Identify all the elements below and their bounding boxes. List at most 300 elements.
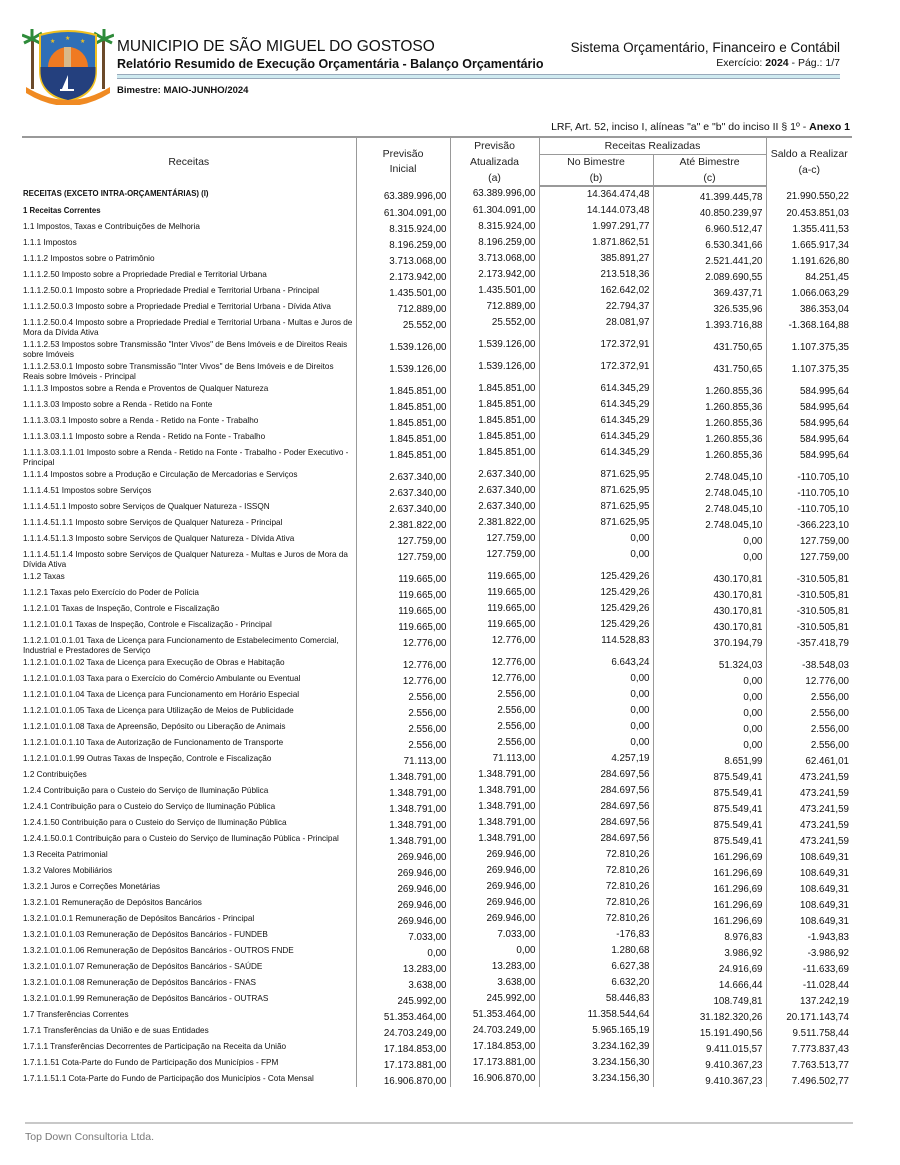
header-previsao-inicial-line2: Inicial: [389, 163, 417, 175]
header-divider: [117, 74, 840, 79]
annex-label: Anexo 1: [809, 121, 850, 133]
previsao-atualizada-cell: 1.845.851,00: [450, 429, 539, 445]
saldo-cell: -310.505,81: [796, 606, 849, 617]
previsao-inicial-cell: 17.173.881,00: [356, 1055, 450, 1071]
table-row: [22, 655, 852, 671]
receita-label-cell: 1.1.2.1.01.0.1.99 Outras Taxas de Inspeção, Controle e Fiscalização: [22, 751, 356, 767]
no-bimestre-cell: 125.429,26: [539, 601, 653, 617]
no-bimestre-cell: 871.625,95: [539, 515, 653, 531]
ate-bimestre-cell: 875.549,41: [653, 815, 766, 831]
previsao-atualizada-cell: 127.759,00: [450, 531, 539, 547]
previsao-inicial-cell: 2.637.340,00: [356, 499, 450, 515]
saldo-cell: 1.107.375,35: [791, 342, 849, 353]
previsao-atualizada-cell: 71.113,00: [450, 751, 539, 767]
table-row: [22, 499, 852, 515]
previsao-atualizada-cell: 8.315.924,00: [450, 219, 539, 235]
no-bimestre-cell: 172.372,91: [539, 337, 653, 359]
saldo-cell: 473.241,59: [799, 820, 849, 831]
previsao-atualizada-cell: 12.776,00: [450, 655, 539, 671]
previsao-atualizada-cell: 8.196.259,00: [450, 235, 539, 251]
previsao-inicial-cell: 2.556,00: [356, 719, 450, 735]
receita-label-cell: 1.1.1.4.51.1.1 Imposto sobre Serviços de Qualquer Natureza - Principal: [22, 515, 356, 531]
page-indicator: - Pág.: 1/7: [791, 57, 840, 69]
receita-label-cell: 1.2.4.1 Contribuição para o Custeio do Serviço de Iluminação Pública: [22, 799, 356, 815]
receita-label-cell: 1.7.1.1.51 Cota-Parte do Fundo de Participação dos Municípios - FPM: [22, 1055, 356, 1071]
header-previsao-inicial: [356, 137, 450, 186]
previsao-inicial-cell: 12.776,00: [356, 671, 450, 687]
previsao-inicial-cell: 1.845.851,00: [356, 413, 450, 429]
previsao-atualizada-cell: 119.665,00: [450, 601, 539, 617]
previsao-atualizada-cell: 119.665,00: [450, 617, 539, 633]
previsao-atualizada-cell: 0,00: [450, 943, 539, 959]
ate-bimestre-cell: 370.194,79: [653, 633, 766, 655]
no-bimestre-cell: 6.627,38: [539, 959, 653, 975]
no-bimestre-cell: 6.643,24: [539, 655, 653, 671]
previsao-inicial-cell: 245.992,00: [356, 991, 450, 1007]
saldo-cell: 84.251,45: [805, 272, 849, 283]
table-row: [22, 1007, 852, 1023]
saldo-cell: 584.995,64: [799, 402, 849, 413]
ate-bimestre-cell: 2.748.045,10: [653, 467, 766, 483]
saldo-cell: -3.986,92: [807, 948, 849, 959]
table-row: [22, 429, 852, 445]
previsao-inicial-cell: 119.665,00: [356, 617, 450, 633]
receita-label-cell: 1.1.1.2.50.0.3 Imposto sobre a Propriedade Predial e Territorial Urbana - Dívida Ativa: [22, 299, 356, 315]
table-row: [22, 943, 852, 959]
previsao-atualizada-cell: 1.845.851,00: [450, 381, 539, 397]
receita-label-cell: 1.1.1.3.03.1.1 Imposto sobre a Renda - Retido na Fonte - Trabalho: [22, 429, 356, 445]
municipality-name: MUNICIPIO DE SÃO MIGUEL DO GOSTOSO: [117, 38, 435, 55]
header-previsao-inicial-line1: Previsão: [382, 148, 424, 160]
receita-label-cell: 1.1.1.3.03 Imposto sobre a Renda - Retido na Fonte: [22, 397, 356, 413]
ate-bimestre-cell: 31.182.320,26: [653, 1007, 766, 1023]
receita-label-cell: 1.1.2.1.01.0.1.05 Taxa de Licença para Utilização de Meios de Publicidade: [22, 703, 356, 719]
receita-label-cell: 1.3.2.1.01 Remuneração de Depósitos Bancários: [22, 895, 356, 911]
footer-divider: [25, 1122, 853, 1124]
saldo-cell: 2.556,00: [810, 692, 849, 703]
previsao-atualizada-cell: 2.637.340,00: [450, 467, 539, 483]
ate-bimestre-cell: 0,00: [653, 687, 766, 703]
no-bimestre-cell: 213.518,36: [539, 267, 653, 283]
table-row: [22, 895, 852, 911]
saldo-cell: -110.705,10: [797, 488, 849, 499]
no-bimestre-cell: 6.632,20: [539, 975, 653, 991]
table-row: [22, 515, 852, 531]
no-bimestre-cell: 162.642,02: [539, 283, 653, 299]
receita-label-cell: 1.7.1.1.51.1 Cota-Parte do Fundo de Participação dos Municípios - Cota Mensal: [22, 1071, 356, 1087]
previsao-atualizada-cell: 7.033,00: [450, 927, 539, 943]
no-bimestre-cell: 14.144.073,48: [539, 203, 653, 219]
receita-label-cell: 1.1.1.2 Impostos sobre o Patrimônio: [22, 251, 356, 267]
previsao-atualizada-cell: 25.552,00: [450, 315, 539, 337]
no-bimestre-cell: 3.234.156,30: [539, 1055, 653, 1071]
ate-bimestre-cell: 161.296,69: [653, 895, 766, 911]
previsao-atualizada-cell: 12.776,00: [450, 633, 539, 655]
previsao-atualizada-cell: 2.556,00: [450, 703, 539, 719]
saldo-cell: 20.453.851,03: [786, 208, 849, 219]
saldo-cell: 473.241,59: [799, 836, 849, 847]
receita-label-cell: 1.1.1.2.50 Imposto sobre a Propriedade Predial e Territorial Urbana: [22, 267, 356, 283]
previsao-atualizada-cell: 3.638,00: [450, 975, 539, 991]
previsao-atualizada-cell: 119.665,00: [450, 569, 539, 585]
ate-bimestre-cell: 6.530.341,66: [653, 235, 766, 251]
no-bimestre-cell: 125.429,26: [539, 569, 653, 585]
saldo-cell: 2.556,00: [810, 708, 849, 719]
table-row: [22, 251, 852, 267]
no-bimestre-cell: 22.794,37: [539, 299, 653, 315]
table-body: [22, 186, 852, 1087]
table-row: [22, 911, 852, 927]
table-row: [22, 1055, 852, 1071]
table-row: [22, 879, 852, 895]
ate-bimestre-cell: 8.976,83: [653, 927, 766, 943]
previsao-atualizada-cell: 1.845.851,00: [450, 397, 539, 413]
ate-bimestre-cell: 41.399.445,78: [653, 186, 766, 203]
table-row: [22, 735, 852, 751]
no-bimestre-cell: 125.429,26: [539, 617, 653, 633]
previsao-atualizada-cell: 1.845.851,00: [450, 413, 539, 429]
receita-label-cell: 1.3.2.1.01.0.1.07 Remuneração de Depósitos Bancários - SAÚDE: [22, 959, 356, 975]
previsao-inicial-cell: 127.759,00: [356, 547, 450, 569]
previsao-inicial-cell: 12.776,00: [356, 655, 450, 671]
previsao-atualizada-cell: 245.992,00: [450, 991, 539, 1007]
previsao-atualizada-cell: 24.703.249,00: [450, 1023, 539, 1039]
table-row: [22, 299, 852, 315]
no-bimestre-cell: 284.697,56: [539, 783, 653, 799]
ate-bimestre-cell: 6.960.512,47: [653, 219, 766, 235]
previsao-inicial-cell: 7.033,00: [356, 927, 450, 943]
previsao-inicial-cell: 12.776,00: [356, 633, 450, 655]
saldo-cell: 137.242,19: [799, 996, 849, 1007]
table-row: [22, 1071, 852, 1087]
no-bimestre-cell: 4.257,19: [539, 751, 653, 767]
table-row: [22, 445, 852, 467]
no-bimestre-cell: 58.446,83: [539, 991, 653, 1007]
no-bimestre-cell: 0,00: [539, 671, 653, 687]
ate-bimestre-cell: 0,00: [653, 703, 766, 719]
receita-label-cell: 1.1.1.4.51.1.4 Imposto sobre Serviços de Qualquer Natureza - Multas e Juros de Mora da Dívida Ativa: [22, 547, 356, 569]
receita-label-cell: 1.1.2.1.01.0.1.04 Taxa de Licença para Funcionamento em Horário Especial: [22, 687, 356, 703]
no-bimestre-cell: 72.810,26: [539, 879, 653, 895]
saldo-cell: 2.556,00: [810, 724, 849, 735]
table-row: [22, 783, 852, 799]
saldo-cell: 1.107.375,35: [791, 364, 849, 375]
receita-label-cell: 1.2 Contribuições: [22, 767, 356, 783]
header-receitas-realizadas: Receitas Realizadas: [539, 137, 766, 154]
receita-label-cell: 1.1.2.1.01.0.1.01 Taxa de Licença para Funcionamento de Estabelecimento Comercial, Industrial e Prestadores de Serviço: [22, 633, 356, 655]
saldo-cell: 1.665.917,34: [791, 240, 849, 251]
header-saldo-line2: (a-c): [798, 164, 821, 176]
saldo-cell: -110.705,10: [797, 504, 849, 515]
table-row: [22, 927, 852, 943]
ate-bimestre-cell: 1.260.855,36: [653, 413, 766, 429]
no-bimestre-cell: 284.697,56: [539, 815, 653, 831]
table-row: [22, 267, 852, 283]
previsao-atualizada-cell: 63.389.996,00: [450, 186, 539, 203]
saldo-cell: 127.759,00: [799, 536, 849, 547]
svg-text:★: ★: [65, 36, 71, 42]
receita-label-cell: 1.1.2.1.01.0.1.03 Taxa para o Exercício do Comércio Ambulante ou Eventual: [22, 671, 356, 687]
saldo-cell: -38.548,03: [802, 660, 849, 671]
receita-label-cell: 1.1.1.4.51 Impostos sobre Serviços: [22, 483, 356, 499]
ate-bimestre-cell: 3.986,92: [653, 943, 766, 959]
receita-label-cell: 1.2.4.1.50.0.1 Contribuição para o Custeio do Serviço de Iluminação Pública - Principal: [22, 831, 356, 847]
no-bimestre-cell: 614.345,29: [539, 429, 653, 445]
previsao-inicial-cell: 2.637.340,00: [356, 483, 450, 499]
previsao-atualizada-cell: 269.946,00: [450, 879, 539, 895]
no-bimestre-cell: 0,00: [539, 719, 653, 735]
saldo-cell: -1.368.164,88: [788, 320, 849, 331]
no-bimestre-cell: 284.697,56: [539, 831, 653, 847]
table-row: [22, 186, 852, 203]
receita-label-cell: 1.3.2 Valores Mobiliários: [22, 863, 356, 879]
ate-bimestre-cell: 161.296,69: [653, 911, 766, 927]
saldo-cell: 473.241,59: [799, 804, 849, 815]
previsao-inicial-cell: 2.381.822,00: [356, 515, 450, 531]
receita-label-cell: 1.1.1.3 Impostos sobre a Renda e Proventos de Qualquer Natureza: [22, 381, 356, 397]
ate-bimestre-cell: 161.296,69: [653, 879, 766, 895]
previsao-inicial-cell: 269.946,00: [356, 879, 450, 895]
saldo-cell: 108.649,31: [799, 852, 849, 863]
previsao-inicial-cell: 8.315.924,00: [356, 219, 450, 235]
table-row: [22, 959, 852, 975]
table-row: [22, 991, 852, 1007]
saldo-cell: -1.943,83: [807, 932, 849, 943]
ate-bimestre-cell: 161.296,69: [653, 847, 766, 863]
ate-bimestre-cell: 2.748.045,10: [653, 483, 766, 499]
previsao-atualizada-cell: 1.435.501,00: [450, 283, 539, 299]
previsao-inicial-cell: 1.348.791,00: [356, 783, 450, 799]
receita-label-cell: 1.2.4.1.50 Contribuição para o Custeio do Serviço de Iluminação Pública: [22, 815, 356, 831]
previsao-inicial-cell: 269.946,00: [356, 863, 450, 879]
header-no-bimestre-code: (b): [539, 170, 653, 186]
previsao-inicial-cell: 2.556,00: [356, 703, 450, 719]
table-row: [22, 815, 852, 831]
previsao-atualizada-cell: 2.637.340,00: [450, 483, 539, 499]
saldo-cell: 584.995,64: [799, 386, 849, 397]
previsao-atualizada-cell: 17.184.853,00: [450, 1039, 539, 1055]
ate-bimestre-cell: 2.748.045,10: [653, 499, 766, 515]
no-bimestre-cell: 614.345,29: [539, 397, 653, 413]
no-bimestre-cell: 28.081,97: [539, 315, 653, 337]
no-bimestre-cell: 72.810,26: [539, 911, 653, 927]
table-row: [22, 483, 852, 499]
ate-bimestre-cell: 2.748.045,10: [653, 515, 766, 531]
previsao-inicial-cell: 1.435.501,00: [356, 283, 450, 299]
previsao-inicial-cell: 3.638,00: [356, 975, 450, 991]
no-bimestre-cell: -176,83: [539, 927, 653, 943]
ate-bimestre-cell: 15.191.490,56: [653, 1023, 766, 1039]
table-row: [22, 315, 852, 337]
ate-bimestre-cell: 2.521.441,20: [653, 251, 766, 267]
receita-label-cell: 1.3.2.1.01.0.1.06 Remuneração de Depósitos Bancários - OUTROS FNDE: [22, 943, 356, 959]
previsao-atualizada-cell: 1.348.791,00: [450, 831, 539, 847]
ate-bimestre-cell: 875.549,41: [653, 831, 766, 847]
receita-label-cell: 1.1.1.2.50.0.4 Imposto sobre a Propriedade Predial e Territorial Urbana - Multas e Juros de Mora da Dívida Ativa: [22, 315, 356, 337]
receita-label-cell: 1.1.1.2.50.0.1 Imposto sobre a Propriedade Predial e Territorial Urbana - Principal: [22, 283, 356, 299]
no-bimestre-cell: 0,00: [539, 703, 653, 719]
previsao-atualizada-cell: 3.713.068,00: [450, 251, 539, 267]
ate-bimestre-cell: 1.260.855,36: [653, 445, 766, 467]
table-row: [22, 467, 852, 483]
table-row: [22, 381, 852, 397]
receita-label-cell: 1.1.2.1 Taxas pelo Exercício do Poder de Polícia: [22, 585, 356, 601]
table-row: [22, 863, 852, 879]
no-bimestre-cell: 871.625,95: [539, 499, 653, 515]
ate-bimestre-cell: 875.549,41: [653, 783, 766, 799]
table-row: [22, 799, 852, 815]
previsao-atualizada-cell: 13.283,00: [450, 959, 539, 975]
header-ate-bimestre: Até Bimestre: [653, 154, 766, 170]
saldo-cell: 9.511.758,44: [792, 1028, 849, 1039]
no-bimestre-cell: 0,00: [539, 547, 653, 569]
previsao-inicial-cell: 119.665,00: [356, 585, 450, 601]
previsao-inicial-cell: 1.348.791,00: [356, 815, 450, 831]
exercise-year: 2024: [765, 57, 789, 69]
previsao-inicial-cell: 119.665,00: [356, 601, 450, 617]
no-bimestre-cell: 72.810,26: [539, 895, 653, 911]
saldo-cell: 7.773.837,43: [791, 1044, 849, 1055]
previsao-atualizada-cell: 2.556,00: [450, 719, 539, 735]
saldo-cell: 584.995,64: [799, 450, 849, 461]
saldo-cell: 473.241,59: [799, 788, 849, 799]
previsao-atualizada-cell: 1.845.851,00: [450, 445, 539, 467]
no-bimestre-cell: 284.697,56: [539, 767, 653, 783]
receita-label-cell: 1.1.1.2.53.0.1 Imposto sobre Transmissão "Inter Vivos" de Bens Imóveis e de Direitos Reais sobre Imóveis - Principal: [22, 359, 356, 381]
previsao-inicial-cell: 1.539.126,00: [356, 359, 450, 381]
previsao-inicial-cell: 71.113,00: [356, 751, 450, 767]
table-row: [22, 767, 852, 783]
shield-icon: [40, 31, 96, 101]
receita-label-cell: 1.1.1.4 Impostos sobre a Produção e Circulação de Mercadorias e Serviços: [22, 467, 356, 483]
svg-text:★: ★: [50, 39, 56, 45]
no-bimestre-cell: 284.697,56: [539, 799, 653, 815]
receita-label-cell: 1.1.1.4.51.1 Imposto sobre Serviços de Qualquer Natureza - ISSQN: [22, 499, 356, 515]
no-bimestre-cell: 72.810,26: [539, 863, 653, 879]
ate-bimestre-cell: 14.666,44: [653, 975, 766, 991]
previsao-inicial-cell: 712.889,00: [356, 299, 450, 315]
svg-text:★: ★: [80, 39, 86, 45]
municipality-coat-of-arms-logo: [22, 27, 114, 105]
saldo-cell: 386.353,04: [799, 304, 849, 315]
header-receitas: Receitas: [22, 137, 356, 186]
ate-bimestre-cell: 0,00: [653, 531, 766, 547]
ate-bimestre-cell: 430.170,81: [653, 617, 766, 633]
table-row: [22, 1039, 852, 1055]
receita-label-cell: 1.1.2.1.01.0.1.02 Taxa de Licença para Execução de Obras e Habitação: [22, 655, 356, 671]
receita-label-cell: 1.1.2.1.01.0.1 Taxas de Inspeção, Controle e Fiscalização - Principal: [22, 617, 356, 633]
table-row: [22, 397, 852, 413]
previsao-inicial-cell: 1.539.126,00: [356, 337, 450, 359]
ate-bimestre-cell: 1.393.716,88: [653, 315, 766, 337]
header-previsao-atualizada-line2: Atualizada: [469, 156, 520, 168]
receita-label-cell: 1.1.1.2.53 Impostos sobre Transmissão "Inter Vivos" de Bens Imóveis e de Direitos Reais sobre Imóveis: [22, 337, 356, 359]
ate-bimestre-cell: 0,00: [653, 547, 766, 569]
no-bimestre-cell: 614.345,29: [539, 381, 653, 397]
previsao-inicial-cell: 1.845.851,00: [356, 445, 450, 467]
ate-bimestre-cell: 369.437,71: [653, 283, 766, 299]
previsao-atualizada-cell: 61.304.091,00: [450, 203, 539, 219]
saldo-cell: 108.649,31: [799, 916, 849, 927]
exercise-label: Exercício:: [716, 57, 763, 69]
table-row: [22, 601, 852, 617]
receita-label-cell: RECEITAS (EXCETO INTRA-ORÇAMENTÁRIAS) (I): [22, 186, 356, 203]
table-row: [22, 831, 852, 847]
no-bimestre-cell: 114.528,83: [539, 633, 653, 655]
previsao-atualizada-cell: 16.906.870,00: [450, 1071, 539, 1087]
table-row: [22, 219, 852, 235]
previsao-atualizada-cell: 127.759,00: [450, 547, 539, 569]
no-bimestre-cell: 1.997.291,77: [539, 219, 653, 235]
receita-label-cell: 1.3.2.1.01.0.1.03 Remuneração de Depósitos Bancários - FUNDEB: [22, 927, 356, 943]
receita-label-cell: 1.7.1.1 Transferências Decorrentes de Participação na Receita da União: [22, 1039, 356, 1055]
previsao-inicial-cell: 269.946,00: [356, 847, 450, 863]
table-row: [22, 547, 852, 569]
table-row: [22, 719, 852, 735]
saldo-cell: -110.705,10: [797, 472, 849, 483]
previsao-inicial-cell: 119.665,00: [356, 569, 450, 585]
saldo-cell: -357.418,79: [796, 638, 849, 649]
previsao-inicial-cell: 13.283,00: [356, 959, 450, 975]
ate-bimestre-cell: 9.410.367,23: [653, 1071, 766, 1087]
previsao-atualizada-cell: 2.381.822,00: [450, 515, 539, 531]
ate-bimestre-cell: 8.651,99: [653, 751, 766, 767]
legal-reference-text: LRF, Art. 52, inciso I, alíneas "a" e "b" do inciso II § 1º -: [551, 121, 810, 133]
previsao-inicial-cell: 0,00: [356, 943, 450, 959]
table-row: [22, 751, 852, 767]
ate-bimestre-cell: 430.170,81: [653, 585, 766, 601]
previsao-inicial-cell: 269.946,00: [356, 895, 450, 911]
saldo-cell: 1.066.063,29: [791, 288, 849, 299]
previsao-inicial-cell: 2.637.340,00: [356, 467, 450, 483]
previsao-inicial-cell: 2.556,00: [356, 735, 450, 751]
saldo-cell: 7.496.502,77: [791, 1076, 849, 1087]
saldo-cell: 108.649,31: [799, 868, 849, 879]
table-row: [22, 235, 852, 251]
bimester-label: Bimestre: MAIO-JUNHO/2024: [117, 85, 249, 96]
previsao-atualizada-cell: 269.946,00: [450, 895, 539, 911]
header-saldo-line1: Saldo a Realizar: [770, 148, 848, 160]
saldo-cell: -310.505,81: [796, 622, 849, 633]
budget-balance-table: [22, 136, 852, 1087]
saldo-cell: -11.028,44: [802, 980, 849, 991]
header-no-bimestre: No Bimestre: [539, 154, 653, 170]
previsao-atualizada-cell: 2.637.340,00: [450, 499, 539, 515]
table-row: [22, 283, 852, 299]
no-bimestre-cell: 0,00: [539, 735, 653, 751]
table-row: [22, 531, 852, 547]
saldo-cell: -310.505,81: [796, 590, 849, 601]
table-row: [22, 203, 852, 219]
ate-bimestre-cell: 2.089.690,55: [653, 267, 766, 283]
receita-label-cell: 1 Receitas Correntes: [22, 203, 356, 219]
previsao-inicial-cell: 1.348.791,00: [356, 767, 450, 783]
previsao-atualizada-cell: 1.348.791,00: [450, 783, 539, 799]
previsao-atualizada-cell: 1.539.126,00: [450, 359, 539, 381]
previsao-inicial-cell: 1.845.851,00: [356, 397, 450, 413]
saldo-cell: 127.759,00: [799, 552, 849, 563]
ate-bimestre-cell: 9.411.015,57: [653, 1039, 766, 1055]
previsao-inicial-cell: 269.946,00: [356, 911, 450, 927]
header-previsao-atualizada-line3: (a): [488, 172, 501, 184]
ate-bimestre-cell: 430.170,81: [653, 569, 766, 585]
saldo-cell: 7.763.513,77: [791, 1060, 849, 1071]
saldo-cell: 473.241,59: [799, 772, 849, 783]
no-bimestre-cell: 871.625,95: [539, 483, 653, 499]
table-row: [22, 337, 852, 359]
previsao-inicial-cell: 3.713.068,00: [356, 251, 450, 267]
header-saldo-a-realizar: [766, 137, 852, 186]
